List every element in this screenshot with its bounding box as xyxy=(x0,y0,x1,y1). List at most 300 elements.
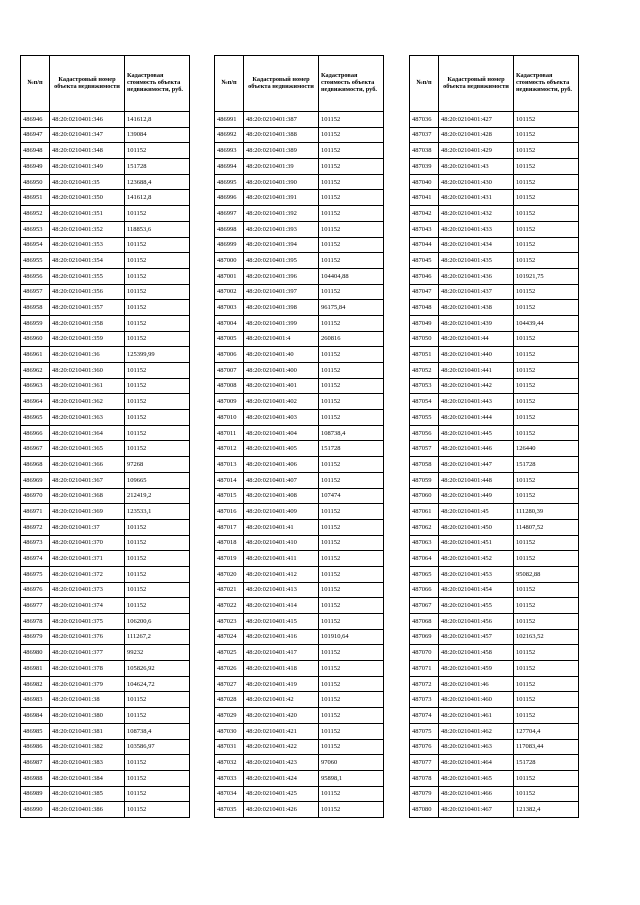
cadastral-number-cell: 48:20:0210401:400 xyxy=(244,363,319,379)
row-number-cell: 487004 xyxy=(215,315,244,331)
table-row xyxy=(21,174,190,190)
row-number-cell: 486997 xyxy=(215,206,244,222)
table-row xyxy=(410,519,579,535)
cadastral-number-cell: 48:20:0210401:383 xyxy=(50,755,125,771)
cadastral-value-cell: 101152 xyxy=(319,315,384,331)
table-row xyxy=(410,582,579,598)
row-number-cell: 487032 xyxy=(215,755,244,771)
cadastral-value-cell: 101921,75 xyxy=(514,268,579,284)
row-number-cell: 486968 xyxy=(21,457,50,473)
cadastral-value-cell: 101152 xyxy=(125,237,190,253)
cadastral-number-cell: 48:20:0210401:380 xyxy=(50,708,125,724)
row-number-cell: 487037 xyxy=(410,127,439,143)
table-row xyxy=(215,661,384,677)
row-number-cell: 487071 xyxy=(410,661,439,677)
cadastral-value-cell: 101152 xyxy=(319,645,384,661)
header-number: №п/п xyxy=(215,56,244,112)
cadastral-value-cell: 101152 xyxy=(514,300,579,316)
row-number-cell: 486995 xyxy=(215,174,244,190)
cadastral-number-cell: 48:20:0210401:367 xyxy=(50,472,125,488)
cadastral-value-cell: 104439,44 xyxy=(514,315,579,331)
row-number-cell: 487017 xyxy=(215,519,244,535)
cadastral-value-cell: 104404,88 xyxy=(319,268,384,284)
row-number-cell: 486957 xyxy=(21,284,50,300)
cadastral-value-cell: 101152 xyxy=(319,127,384,143)
cadastral-value-cell: 101152 xyxy=(514,143,579,159)
cadastral-value-cell: 101152 xyxy=(514,331,579,347)
table-row xyxy=(21,661,190,677)
table-row xyxy=(21,535,190,551)
table-row xyxy=(21,629,190,645)
cadastral-number-cell: 48:20:0210401:446 xyxy=(439,441,514,457)
row-number-cell: 487042 xyxy=(410,206,439,222)
cadastral-number-cell: 48:20:0210401:435 xyxy=(439,253,514,269)
row-number-cell: 486949 xyxy=(21,159,50,175)
cadastral-number-cell: 48:20:0210401:390 xyxy=(244,174,319,190)
cadastral-value-cell: 141612,8 xyxy=(125,112,190,128)
cadastral-number-cell: 48:20:0210401:386 xyxy=(50,802,125,818)
row-number-cell: 486988 xyxy=(21,770,50,786)
header-row xyxy=(21,56,190,112)
table-row xyxy=(215,676,384,692)
table-row xyxy=(21,159,190,175)
table-row xyxy=(215,645,384,661)
cadastral-value-cell: 151728 xyxy=(514,755,579,771)
row-number-cell: 487039 xyxy=(410,159,439,175)
cadastral-value-cell: 101152 xyxy=(514,661,579,677)
cadastral-value-cell: 125399,99 xyxy=(125,347,190,363)
row-number-cell: 487029 xyxy=(215,708,244,724)
table-row xyxy=(21,786,190,802)
row-number-cell: 487016 xyxy=(215,504,244,520)
table-row xyxy=(215,174,384,190)
cadastral-number-cell: 48:20:0210401:404 xyxy=(244,425,319,441)
cadastral-value-cell: 101152 xyxy=(319,347,384,363)
cadastral-number-cell: 48:20:0210401:418 xyxy=(244,661,319,677)
cadastral-value-cell: 101152 xyxy=(514,692,579,708)
row-number-cell: 486958 xyxy=(21,300,50,316)
table-row xyxy=(215,551,384,567)
cadastral-number-cell: 48:20:0210401:459 xyxy=(439,661,514,677)
cadastral-value-cell: 212419,2 xyxy=(125,488,190,504)
table-row xyxy=(21,708,190,724)
cadastral-value-cell: 101152 xyxy=(514,190,579,206)
row-number-cell: 486985 xyxy=(21,723,50,739)
row-number-cell: 486981 xyxy=(21,661,50,677)
cadastral-table-3 xyxy=(409,55,579,818)
row-number-cell: 486963 xyxy=(21,378,50,394)
cadastral-value-cell: 101152 xyxy=(125,786,190,802)
cadastral-number-cell: 48:20:0210401:382 xyxy=(50,739,125,755)
row-number-cell: 487069 xyxy=(410,629,439,645)
table-row xyxy=(215,598,384,614)
table-row xyxy=(410,504,579,520)
row-number-cell: 487000 xyxy=(215,253,244,269)
cadastral-number-cell: 48:20:0210401:452 xyxy=(439,551,514,567)
cadastral-value-cell: 101152 xyxy=(319,802,384,818)
cadastral-table-2 xyxy=(214,55,384,818)
row-number-cell: 486976 xyxy=(21,582,50,598)
row-number-cell: 487076 xyxy=(410,739,439,755)
cadastral-number-cell: 48:20:0210401:448 xyxy=(439,472,514,488)
cadastral-value-cell: 101152 xyxy=(319,394,384,410)
cadastral-number-cell: 48:20:0210401:371 xyxy=(50,551,125,567)
cadastral-number-cell: 48:20:0210401:350 xyxy=(50,190,125,206)
cadastral-value-cell: 101152 xyxy=(319,143,384,159)
cadastral-number-cell: 48:20:0210401:41 xyxy=(244,519,319,535)
cadastral-number-cell: 48:20:0210401:358 xyxy=(50,315,125,331)
cadastral-number-cell: 48:20:0210401:389 xyxy=(244,143,319,159)
row-number-cell: 487059 xyxy=(410,472,439,488)
cadastral-number-cell: 48:20:0210401:392 xyxy=(244,206,319,222)
cadastral-number-cell: 48:20:0210401:395 xyxy=(244,253,319,269)
table-row xyxy=(215,300,384,316)
cadastral-value-cell: 95898,1 xyxy=(319,770,384,786)
table-row xyxy=(21,519,190,535)
header-cadastral-number: Кадастровый номер объекта недвижимости xyxy=(50,56,125,112)
table-row xyxy=(410,112,579,128)
cadastral-number-cell: 48:20:0210401:354 xyxy=(50,253,125,269)
cadastral-value-cell: 106200,6 xyxy=(125,614,190,630)
cadastral-number-cell: 48:20:0210401:369 xyxy=(50,504,125,520)
table-row xyxy=(215,692,384,708)
table-row xyxy=(410,425,579,441)
row-number-cell: 487055 xyxy=(410,410,439,426)
cadastral-number-cell: 48:20:0210401:46 xyxy=(439,676,514,692)
table-row xyxy=(21,645,190,661)
cadastral-number-cell: 48:20:0210401:396 xyxy=(244,268,319,284)
cadastral-value-cell: 101152 xyxy=(514,237,579,253)
table-row xyxy=(215,315,384,331)
row-number-cell: 487053 xyxy=(410,378,439,394)
cadastral-number-cell: 48:20:0210401:427 xyxy=(439,112,514,128)
row-number-cell: 486996 xyxy=(215,190,244,206)
cadastral-number-cell: 48:20:0210401:415 xyxy=(244,614,319,630)
cadastral-value-cell: 101152 xyxy=(514,770,579,786)
cadastral-number-cell: 48:20:0210401:37 xyxy=(50,519,125,535)
cadastral-number-cell: 48:20:0210401:403 xyxy=(244,410,319,426)
table-row xyxy=(21,363,190,379)
row-number-cell: 486960 xyxy=(21,331,50,347)
table-row xyxy=(21,284,190,300)
cadastral-number-cell: 48:20:0210401:467 xyxy=(439,802,514,818)
cadastral-value-cell: 121382,4 xyxy=(514,802,579,818)
table-row xyxy=(215,378,384,394)
cadastral-value-cell: 101152 xyxy=(125,770,190,786)
table-row xyxy=(215,268,384,284)
table-row xyxy=(215,143,384,159)
cadastral-value-cell: 126440 xyxy=(514,441,579,457)
row-number-cell: 487024 xyxy=(215,629,244,645)
table-row xyxy=(410,127,579,143)
table-row xyxy=(21,143,190,159)
table-row xyxy=(410,300,579,316)
row-number-cell: 487025 xyxy=(215,645,244,661)
cadastral-number-cell: 48:20:0210401:360 xyxy=(50,363,125,379)
table-row xyxy=(215,614,384,630)
row-number-cell: 487013 xyxy=(215,457,244,473)
cadastral-value-cell: 101152 xyxy=(514,786,579,802)
table-row xyxy=(410,331,579,347)
table-row xyxy=(215,221,384,237)
row-number-cell: 486986 xyxy=(21,739,50,755)
row-number-cell: 487051 xyxy=(410,347,439,363)
row-number-cell: 486973 xyxy=(21,535,50,551)
cadastral-number-cell: 48:20:0210401:440 xyxy=(439,347,514,363)
header-cadastral-value: Кадастровая стоимость объекта недвижимости, руб. xyxy=(514,56,579,112)
row-number-cell: 487075 xyxy=(410,723,439,739)
row-number-cell: 487064 xyxy=(410,551,439,567)
table-row xyxy=(21,739,190,755)
cadastral-number-cell: 48:20:0210401:466 xyxy=(439,786,514,802)
table-row xyxy=(21,504,190,520)
cadastral-number-cell: 48:20:0210401:449 xyxy=(439,488,514,504)
table-row xyxy=(410,598,579,614)
cadastral-number-cell: 48:20:0210401:43 xyxy=(439,159,514,175)
header-cadastral-value: Кадастровая стоимость объекта недвижимости, руб. xyxy=(319,56,384,112)
cadastral-value-cell: 101152 xyxy=(319,598,384,614)
cadastral-value-cell: 101152 xyxy=(319,661,384,677)
cadastral-value-cell: 101152 xyxy=(319,221,384,237)
table-row xyxy=(215,284,384,300)
row-number-cell: 487023 xyxy=(215,614,244,630)
cadastral-value-cell: 151728 xyxy=(319,441,384,457)
table-row xyxy=(215,190,384,206)
cadastral-value-cell: 101152 xyxy=(125,441,190,457)
cadastral-number-cell: 48:20:0210401:413 xyxy=(244,582,319,598)
cadastral-number-cell: 48:20:0210401:372 xyxy=(50,566,125,582)
cadastral-value-cell: 151728 xyxy=(514,457,579,473)
cadastral-number-cell: 48:20:0210401:363 xyxy=(50,410,125,426)
cadastral-value-cell: 101152 xyxy=(514,425,579,441)
cadastral-value-cell: 260816 xyxy=(319,331,384,347)
cadastral-number-cell: 48:20:0210401:398 xyxy=(244,300,319,316)
cadastral-value-cell: 101152 xyxy=(319,519,384,535)
table-row xyxy=(215,331,384,347)
row-number-cell: 486989 xyxy=(21,786,50,802)
row-number-cell: 486979 xyxy=(21,629,50,645)
cadastral-value-cell: 101152 xyxy=(319,284,384,300)
row-number-cell: 487047 xyxy=(410,284,439,300)
row-number-cell: 487040 xyxy=(410,174,439,190)
row-number-cell: 487002 xyxy=(215,284,244,300)
cadastral-number-cell: 48:20:0210401:374 xyxy=(50,598,125,614)
cadastral-value-cell: 101152 xyxy=(319,708,384,724)
cadastral-value-cell: 108738,4 xyxy=(319,425,384,441)
cadastral-number-cell: 48:20:0210401:434 xyxy=(439,237,514,253)
cadastral-value-cell: 101152 xyxy=(319,457,384,473)
cadastral-number-cell: 48:20:0210401:347 xyxy=(50,127,125,143)
cadastral-number-cell: 48:20:0210401:424 xyxy=(244,770,319,786)
row-number-cell: 487020 xyxy=(215,566,244,582)
row-number-cell: 486966 xyxy=(21,425,50,441)
cadastral-number-cell: 48:20:0210401:364 xyxy=(50,425,125,441)
cadastral-number-cell: 48:20:0210401:388 xyxy=(244,127,319,143)
table-row xyxy=(21,614,190,630)
cadastral-number-cell: 48:20:0210401:433 xyxy=(439,221,514,237)
cadastral-value-cell: 101152 xyxy=(514,159,579,175)
cadastral-number-cell: 48:20:0210401:385 xyxy=(50,786,125,802)
row-number-cell: 487049 xyxy=(410,315,439,331)
row-number-cell: 487044 xyxy=(410,237,439,253)
row-number-cell: 486967 xyxy=(21,441,50,457)
row-number-cell: 487066 xyxy=(410,582,439,598)
row-number-cell: 487054 xyxy=(410,394,439,410)
cadastral-value-cell: 101152 xyxy=(125,519,190,535)
table-row xyxy=(410,457,579,473)
table-row xyxy=(410,535,579,551)
table-row xyxy=(410,629,579,645)
table-row xyxy=(410,551,579,567)
table-row xyxy=(410,174,579,190)
table-row xyxy=(21,551,190,567)
table-row xyxy=(410,488,579,504)
cadastral-value-cell: 101152 xyxy=(125,692,190,708)
cadastral-value-cell: 123688,4 xyxy=(125,174,190,190)
row-number-cell: 487007 xyxy=(215,363,244,379)
cadastral-number-cell: 48:20:0210401:457 xyxy=(439,629,514,645)
table-row xyxy=(21,488,190,504)
cadastral-number-cell: 48:20:0210401:361 xyxy=(50,378,125,394)
table-row xyxy=(410,614,579,630)
cadastral-number-cell: 48:20:0210401:42 xyxy=(244,692,319,708)
table-row xyxy=(215,206,384,222)
table-row xyxy=(21,425,190,441)
cadastral-number-cell: 48:20:0210401:393 xyxy=(244,221,319,237)
row-number-cell: 486991 xyxy=(215,112,244,128)
cadastral-number-cell: 48:20:0210401:407 xyxy=(244,472,319,488)
table-row xyxy=(21,268,190,284)
cadastral-number-cell: 48:20:0210401:353 xyxy=(50,237,125,253)
row-number-cell: 487060 xyxy=(410,488,439,504)
cadastral-value-cell: 101152 xyxy=(319,582,384,598)
row-number-cell: 486980 xyxy=(21,645,50,661)
cadastral-number-cell: 48:20:0210401:465 xyxy=(439,770,514,786)
table-row xyxy=(410,206,579,222)
cadastral-value-cell: 99232 xyxy=(125,645,190,661)
cadastral-number-cell: 48:20:0210401:373 xyxy=(50,582,125,598)
cadastral-value-cell: 101152 xyxy=(319,363,384,379)
table-row xyxy=(21,410,190,426)
table-row xyxy=(410,786,579,802)
row-number-cell: 487078 xyxy=(410,770,439,786)
row-number-cell: 487021 xyxy=(215,582,244,598)
table-row xyxy=(21,472,190,488)
row-number-cell: 487080 xyxy=(410,802,439,818)
cadastral-number-cell: 48:20:0210401:409 xyxy=(244,504,319,520)
cadastral-value-cell: 101152 xyxy=(319,174,384,190)
header-cadastral-number: Кадастровый номер объекта недвижимости xyxy=(244,56,319,112)
table-row xyxy=(21,582,190,598)
cadastral-value-cell: 123533,1 xyxy=(125,504,190,520)
row-number-cell: 486948 xyxy=(21,143,50,159)
cadastral-number-cell: 48:20:0210401:379 xyxy=(50,676,125,692)
cadastral-number-cell: 48:20:0210401:45 xyxy=(439,504,514,520)
table-row xyxy=(21,127,190,143)
cadastral-number-cell: 48:20:0210401:39 xyxy=(244,159,319,175)
row-number-cell: 486977 xyxy=(21,598,50,614)
cadastral-value-cell: 101152 xyxy=(319,237,384,253)
table-row xyxy=(215,425,384,441)
row-number-cell: 487018 xyxy=(215,535,244,551)
table-row xyxy=(410,237,579,253)
table-row xyxy=(215,441,384,457)
table-row xyxy=(215,347,384,363)
row-number-cell: 486992 xyxy=(215,127,244,143)
row-number-cell: 487019 xyxy=(215,551,244,567)
row-number-cell: 487028 xyxy=(215,692,244,708)
table-row xyxy=(21,112,190,128)
cadastral-number-cell: 48:20:0210401:38 xyxy=(50,692,125,708)
row-number-cell: 487058 xyxy=(410,457,439,473)
cadastral-number-cell: 48:20:0210401:387 xyxy=(244,112,319,128)
table-row xyxy=(410,284,579,300)
cadastral-number-cell: 48:20:0210401:461 xyxy=(439,708,514,724)
cadastral-value-cell: 101152 xyxy=(319,692,384,708)
cadastral-value-cell: 127704,4 xyxy=(514,723,579,739)
row-number-cell: 487043 xyxy=(410,221,439,237)
table-row xyxy=(215,410,384,426)
row-number-cell: 486970 xyxy=(21,488,50,504)
row-number-cell: 486983 xyxy=(21,692,50,708)
row-number-cell: 486984 xyxy=(21,708,50,724)
row-number-cell: 487068 xyxy=(410,614,439,630)
table-row xyxy=(215,394,384,410)
cadastral-number-cell: 48:20:0210401:4 xyxy=(244,331,319,347)
cadastral-value-cell: 101152 xyxy=(514,645,579,661)
header-row xyxy=(215,56,384,112)
cadastral-value-cell: 101152 xyxy=(514,410,579,426)
row-number-cell: 486974 xyxy=(21,551,50,567)
cadastral-value-cell: 101152 xyxy=(125,331,190,347)
row-number-cell: 487046 xyxy=(410,268,439,284)
cadastral-number-cell: 48:20:0210401:399 xyxy=(244,315,319,331)
cadastral-value-cell: 101152 xyxy=(514,378,579,394)
table-row xyxy=(215,112,384,128)
table-row xyxy=(215,457,384,473)
table-row xyxy=(21,315,190,331)
cadastral-number-cell: 48:20:0210401:421 xyxy=(244,723,319,739)
cadastral-value-cell: 97060 xyxy=(319,755,384,771)
table-row xyxy=(410,708,579,724)
cadastral-value-cell: 101152 xyxy=(319,723,384,739)
cadastral-number-cell: 48:20:0210401:441 xyxy=(439,363,514,379)
cadastral-value-cell: 101152 xyxy=(319,159,384,175)
cadastral-value-cell: 117083,44 xyxy=(514,739,579,755)
table-row xyxy=(410,676,579,692)
table-row xyxy=(21,221,190,237)
cadastral-value-cell: 141612,8 xyxy=(125,190,190,206)
cadastral-value-cell: 101152 xyxy=(125,802,190,818)
row-number-cell: 487065 xyxy=(410,566,439,582)
row-number-cell: 487012 xyxy=(215,441,244,457)
cadastral-number-cell: 48:20:0210401:394 xyxy=(244,237,319,253)
cadastral-number-cell: 48:20:0210401:425 xyxy=(244,786,319,802)
row-number-cell: 487022 xyxy=(215,598,244,614)
cadastral-number-cell: 48:20:0210401:443 xyxy=(439,394,514,410)
cadastral-value-cell: 101152 xyxy=(319,535,384,551)
cadastral-value-cell: 101152 xyxy=(514,488,579,504)
cadastral-number-cell: 48:20:0210401:453 xyxy=(439,566,514,582)
cadastral-number-cell: 48:20:0210401:412 xyxy=(244,566,319,582)
cadastral-number-cell: 48:20:0210401:414 xyxy=(244,598,319,614)
cadastral-number-cell: 48:20:0210401:420 xyxy=(244,708,319,724)
cadastral-value-cell: 101152 xyxy=(125,755,190,771)
cadastral-number-cell: 48:20:0210401:370 xyxy=(50,535,125,551)
cadastral-value-cell: 101152 xyxy=(319,614,384,630)
cadastral-number-cell: 48:20:0210401:362 xyxy=(50,394,125,410)
table-row xyxy=(215,363,384,379)
